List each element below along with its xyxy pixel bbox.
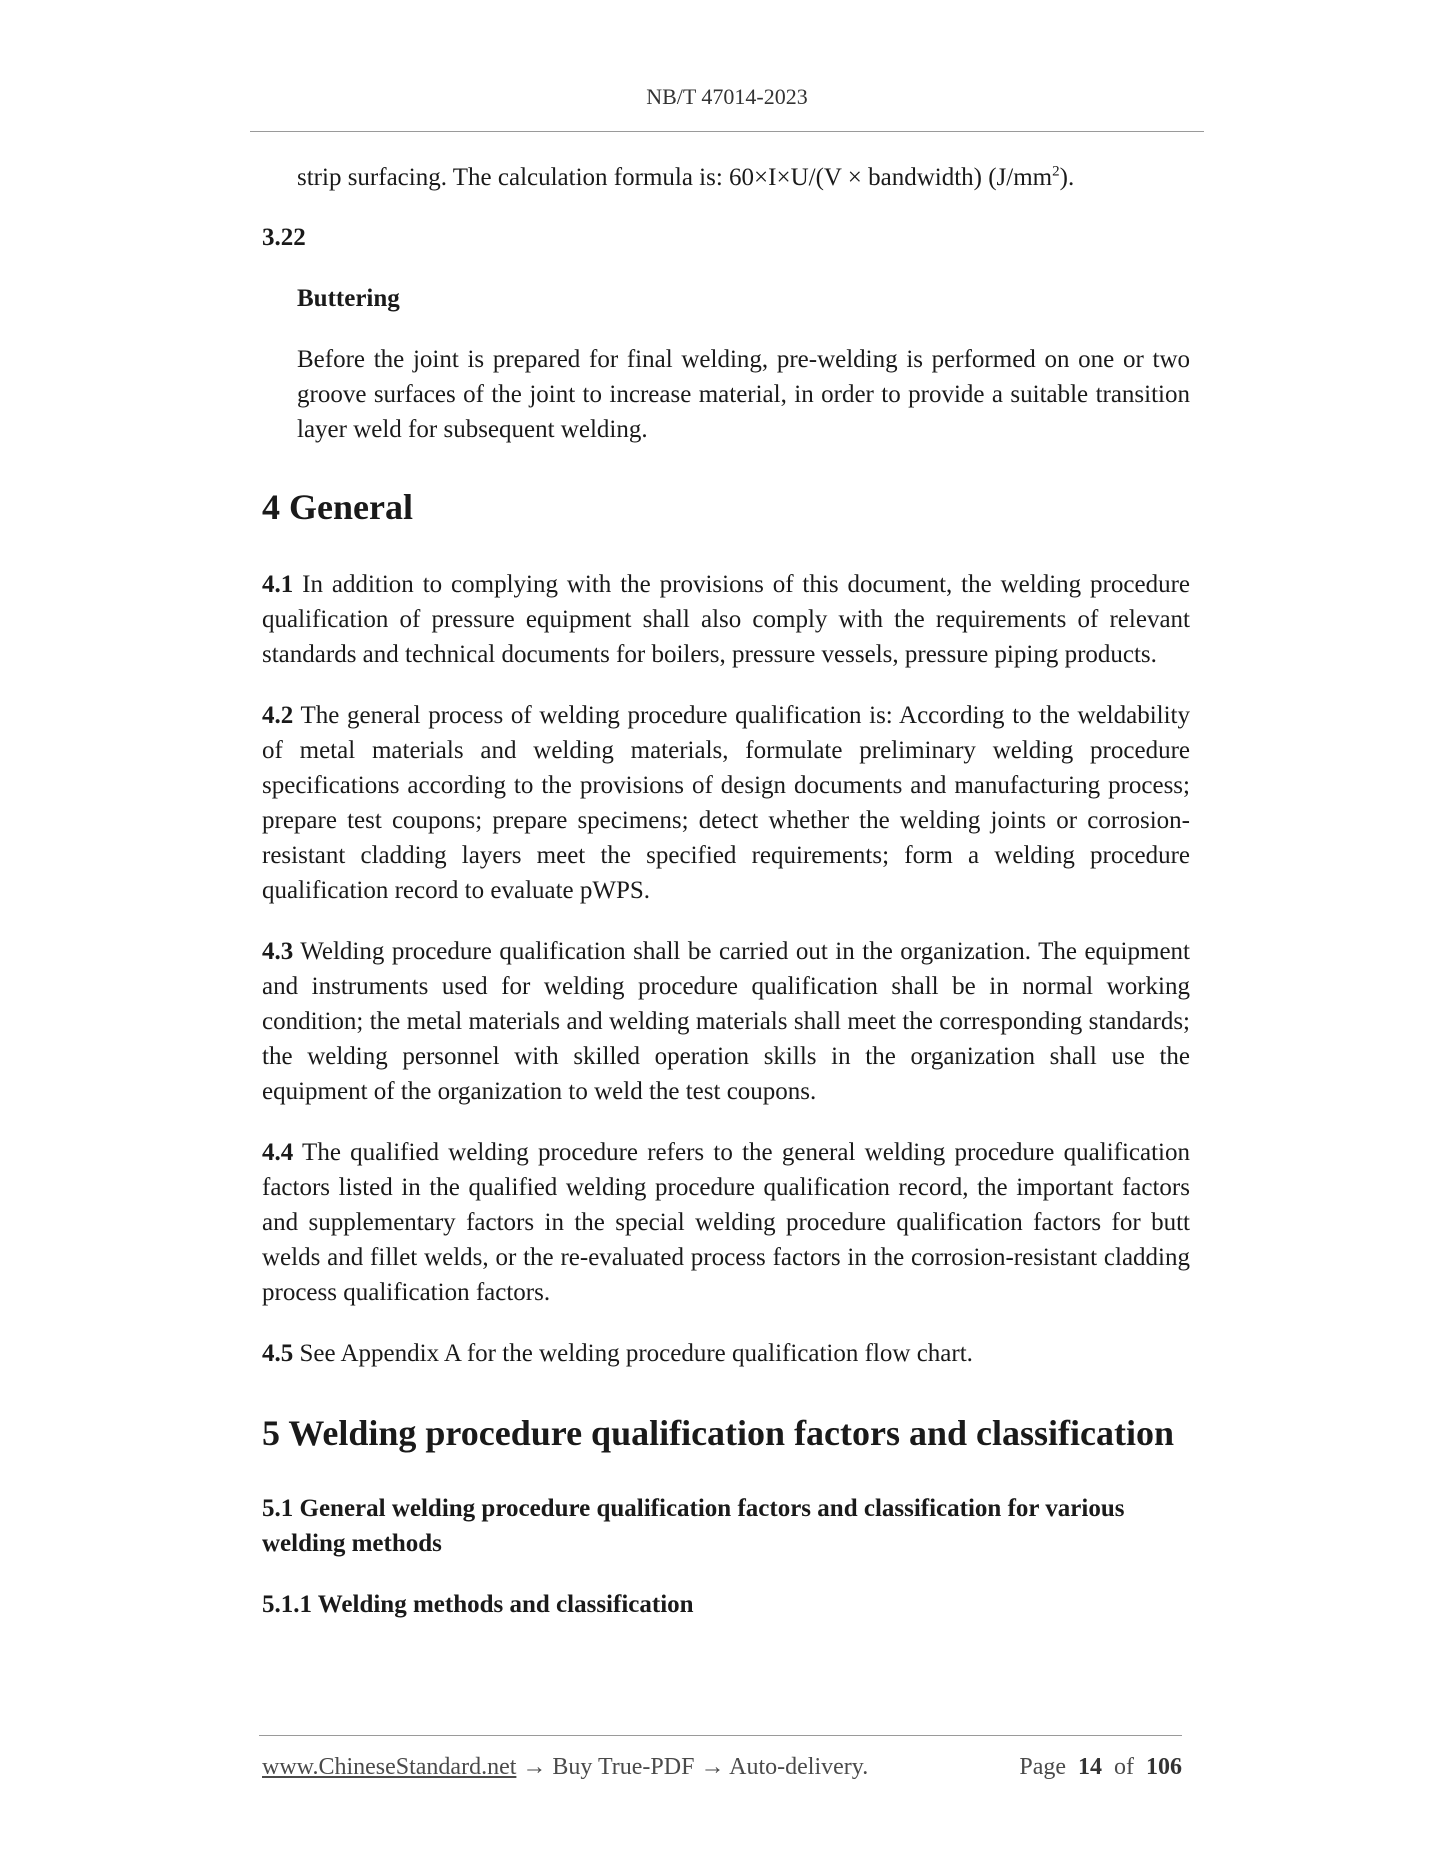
- header-divider: [250, 131, 1204, 132]
- page-of: of: [1114, 1754, 1134, 1780]
- clause-num: 4.3: [262, 938, 294, 965]
- clause-text: In addition to complying with the provisions of this document, the welding procedure qualification of pressure equipment shall also comply with the requirements of relevant standards and technical documents for boilers, pressure vessels, pressure piping products.: [262, 571, 1190, 668]
- clause-paragraph: [262, 567, 1190, 672]
- clause-paragraph: [262, 934, 1190, 1109]
- term-title: Buttering: [297, 285, 400, 312]
- page-label: Page: [1019, 1754, 1066, 1780]
- clause-num: 4.5: [262, 1340, 294, 1367]
- clause-paragraph: [262, 1336, 1190, 1371]
- page-number: [1019, 1754, 1182, 1781]
- clause-paragraph: [262, 1135, 1190, 1310]
- arrow-icon: →: [522, 1754, 547, 1780]
- term-definition: Before the joint is prepared for final welding, pre-welding is performed on one or two groove surfaces of the joint to increase material, in order to provide a suitable transition layer weld for subsequent welding.: [297, 346, 1190, 443]
- website-link[interactable]: www.ChineseStandard.net: [262, 1754, 517, 1780]
- clause-num: 4.4: [262, 1139, 294, 1166]
- subsection-heading-5-1: 5.1 General welding procedure qualification factors and classification for various welding methods: [262, 1495, 1125, 1557]
- continued-definition: [262, 160, 1190, 195]
- clause-number: 3.22: [262, 224, 306, 251]
- continued-text: strip surfacing. The calculation formula is: 60×I×U/(V × bandwidth) (J/mm: [297, 164, 1053, 191]
- delivery-text: Auto-delivery.: [729, 1754, 869, 1780]
- clause-text: See Appendix A for the welding procedure qualification flow chart.: [293, 1340, 973, 1367]
- clause-text: The qualified welding procedure refers to the general welding procedure qualification factors listed in the qualified welding procedure qualification record, the important factors and supplementary factors in the special welding procedure qualification factors for butt welds and fillet welds, or the re-evaluated process factors in the corrosion-resistant cladding process qualification factors.: [262, 1139, 1190, 1306]
- footer-divider: [259, 1735, 1182, 1736]
- clause-num: 4.2: [262, 702, 294, 729]
- continued-end: ).: [1059, 164, 1075, 191]
- page-total: 106: [1146, 1754, 1182, 1780]
- footer-promo: [262, 1754, 868, 1781]
- page-current: 14: [1078, 1754, 1102, 1780]
- clause-num: 4.1: [262, 571, 294, 598]
- clause-text: Welding procedure qualification shall be carried out in the organization. The equipment and instruments used for welding procedure qualification shall be in normal working condition; the metal materials and welding materials shall meet the corresponding standards; the welding personnel with skilled operation skills in the organization shall use the equipment of the organization to weld the test coupons.: [262, 938, 1190, 1105]
- superscript: 2: [1052, 163, 1060, 180]
- document-header: NB/T 47014-2023: [646, 84, 808, 109]
- section-heading-4: 4 General: [262, 487, 413, 527]
- clause-paragraph: [262, 698, 1190, 908]
- arrow-icon: →: [700, 1754, 725, 1780]
- subsection-heading-5-1-1: 5.1.1 Welding methods and classification: [262, 1591, 694, 1618]
- buy-pdf-text: Buy True-PDF: [552, 1754, 695, 1780]
- page-content: [262, 160, 1190, 1622]
- section-heading-5: 5 Welding procedure qualification factors and classification: [262, 1413, 1175, 1453]
- clause-text: The general process of welding procedure qualification is: According to the weldability of metal materials and welding materials, formulate preliminary welding procedure specifications according to the provisions of design documents and manufacturing process; prepare test coupons; prepare specimens; detect whether the welding joints or corrosion-resistant cladding layers meet the specified requirements; form a welding procedure qualification record to evaluate pWPS.: [262, 702, 1190, 904]
